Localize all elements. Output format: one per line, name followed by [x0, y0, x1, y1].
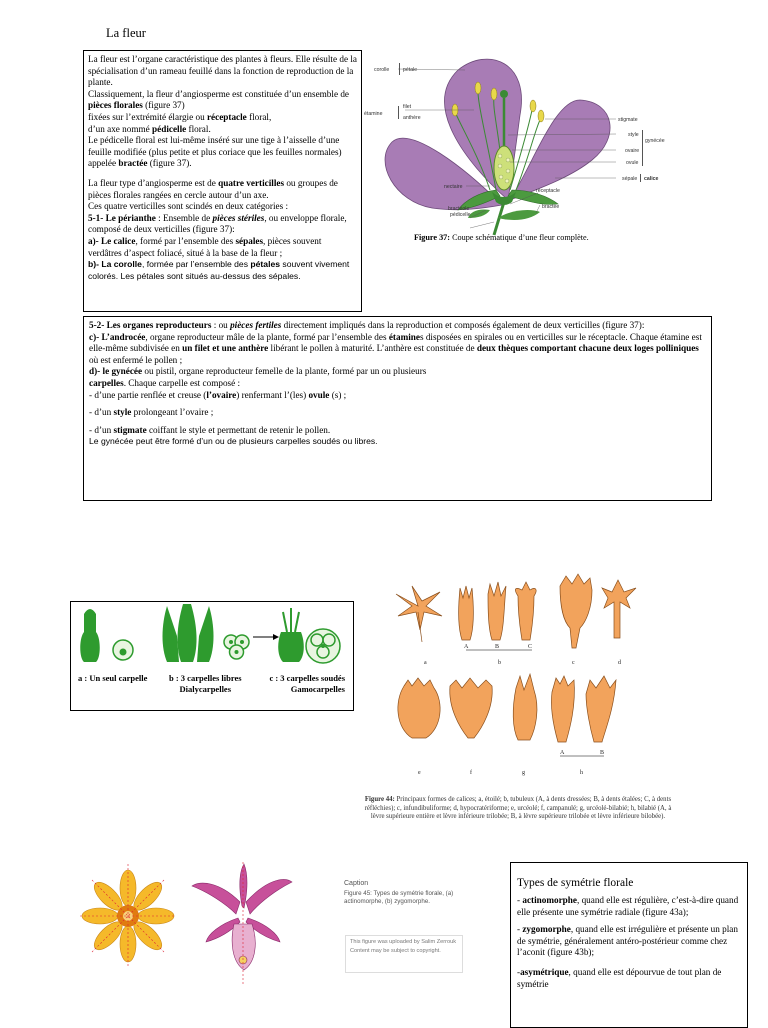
etamine-bracket — [398, 106, 399, 119]
calyx-label-g: g — [522, 770, 525, 776]
calyx-b-tubular-a — [459, 586, 474, 640]
calyx-label-d: d — [618, 660, 621, 666]
page-title: La fleur — [106, 26, 146, 40]
calyx-label-b-C: C — [528, 644, 533, 650]
repro-l2: c)- L’androcée, organe reproducteur mâle de la plante, formé par l’ensemble des étamines disposées en spirales ou en verticilles sur le réceptacle. Chaque étamine est elle-même subdivisée en un filet et une anthère libérant le pollen à maturité. L’anthère est constituée de deux thèques comportant chacune deux loges polliniques où est enfermé le pollen ; — [89, 331, 702, 365]
calyx-row-2 — [398, 674, 616, 742]
repro-text-box — [83, 316, 712, 501]
carpel-figure-box — [70, 601, 354, 711]
calyx-a-star — [396, 586, 442, 642]
calyx-forms-diagram — [390, 568, 690, 782]
intro-p5: Le pédicelle floral est lui-même inséré sur une tige à l’aisselle d’une feuille modifiée (plus petite et plus coriace que les feuilles normales) appelée bractée (figure 37). — [88, 135, 342, 169]
label-sepale: sépale — [622, 176, 638, 182]
stigma-shape — [500, 90, 508, 98]
label-corolle: corolle — [374, 67, 390, 73]
label-receptacle: réceptacle — [536, 188, 560, 194]
carpel-label-b: b : 3 carpelles libres Dialycarpelles — [169, 673, 242, 694]
intro-p2: Classiquement, la fleur d’angiosperme est constituée d’un ensemble de pièces florales (figure 37) — [88, 88, 350, 111]
label-style: style — [628, 132, 639, 138]
bracteole-shape — [468, 209, 490, 218]
single-carpel — [80, 609, 133, 662]
label-bracteole: bractéole — [448, 206, 470, 212]
intro-p1: La fleur est l’organe caractéristique des plantes à fleurs. Elle résulte de la spécialisation d’un rameau feuillé dans la fonction de reproduction de la plante. — [88, 54, 357, 88]
calyx-f-campanulate — [450, 678, 492, 738]
free-carpels — [163, 604, 214, 662]
calyx-h-bilabiate-a — [551, 676, 574, 742]
intro-p3: fixées sur l’extrémité élargie ou réceptacle floral, — [88, 111, 272, 122]
calyx-b-tubular-c — [515, 582, 536, 640]
figure45-caption: Figure 45: Types de symétrie florale, (a) actinomorphe, (b) zygomorphe. — [344, 890, 454, 905]
corolle-bracket — [399, 63, 400, 75]
zygomorphic-flower — [192, 864, 292, 970]
repro-l1: 5-2- Les organes reproducteurs : ou pièces fertiles directement impliqués dans la reproduction et composés également de deux verticilles (figure 37): — [89, 320, 645, 330]
intro-p4: d’un axe nommé pédicelle floral. — [88, 123, 211, 134]
label-filet: filet — [403, 104, 412, 110]
label-pedicelle: pédicelle — [450, 212, 471, 218]
label-gynecee: gynécée — [645, 138, 665, 144]
calyx-label-f: f — [470, 770, 472, 776]
intro-p9: a)- Le calice, formé par l’ensemble des sépales, pièces souvent verdâtres d’aspect foliacé, situé à la base de la fleur ; — [88, 235, 322, 258]
repro-l3: d)- le gynécée ou pistil, organe reproducteur femelle de la plante, formé par un ou plusieurs — [89, 366, 427, 377]
calyx-label-c: c — [572, 660, 575, 666]
symmetry-illustrations — [80, 862, 320, 986]
label-bractee: bractée — [542, 204, 560, 210]
calyx-e-urceolate — [398, 678, 440, 738]
calyx-label-b-A: A — [464, 644, 469, 650]
intro-p7: Ces quatre verticilles sont scindés en deux catégories : — [88, 201, 289, 212]
calyx-g-urceolate-bilabiate — [513, 674, 537, 740]
figure45-caption-block — [344, 880, 474, 906]
gynecee-bracket — [642, 130, 643, 166]
bract-shape — [498, 210, 540, 220]
actinomorphic-flower — [80, 864, 176, 968]
calyx-label-b-B: B — [495, 644, 500, 650]
ovary-shape — [494, 146, 514, 190]
calyx-label-h: h — [580, 770, 583, 776]
intro-p6: La fleur type d’angiosperme est de quatre verticilles ou groupes de pièces florales rangées en cercle autour d’un axe. — [88, 177, 338, 200]
free-carpels-section — [224, 635, 249, 659]
figure45-caption-head: Caption — [344, 880, 369, 887]
symmetry-zygomorphe: - zygomorphe, quand elle est irrégulière et présente un plan de symétrie, généralement antéro-postérieur comme chez l’aconit (figure 43b); — [517, 924, 738, 958]
calice-bracket — [640, 174, 641, 182]
arrow-shape — [253, 634, 279, 640]
repro-l7: - d’un stigmate coiffant le style et permettant de retenir le pollen. — [89, 424, 331, 435]
calyx-d-salver — [602, 580, 636, 638]
intro-p8: 5-1- Le périanthe : Ensemble de pièces stériles, ou enveloppe florale, composé de deux verticilles (figure 37): — [88, 212, 347, 235]
calyx-label-e: e — [418, 770, 421, 776]
carpel-label-a: a : Un seul carpelle — [78, 673, 148, 683]
repro-l8: Le gynécée peut être formé d’un ou de plusieurs carpelles soudés ou libres. — [89, 436, 378, 447]
label-stigmate: stigmate — [618, 117, 638, 123]
calyx-b-tubular-b — [488, 582, 506, 640]
fused-carpels-section — [306, 629, 340, 663]
carpel-label-c: c : 3 carpelles soudés Gamocarpelles — [269, 673, 345, 694]
intro-text-box — [83, 50, 362, 312]
label-etamine: étamine — [364, 111, 383, 117]
repro-l4: carpelles. Chaque carpelle est composé : — [89, 377, 241, 388]
label-ovaire: ovaire — [625, 148, 640, 154]
calyx-c-funnel — [560, 574, 592, 648]
label-petale: pétale — [403, 67, 418, 73]
calyx-label-h-A: A — [560, 750, 565, 756]
symmetry-title: Types de symétrie florale — [517, 877, 634, 889]
symmetry-actinomorphe: - actinomorphe, quand elle est régulière, c’est-à-dire quand elle présente une symétrie radiale (figure 43a); — [517, 895, 739, 917]
flower-section-diagram — [364, 50, 670, 250]
calyx-label-a: a — [424, 660, 427, 666]
fused-carpels — [278, 608, 304, 662]
repro-l5: - d’une partie renflée et creuse (l’ovaire) renfermant l’(les) ovule (s) ; — [89, 389, 347, 400]
calyx-label-b: b — [498, 660, 501, 666]
calyx-label-h-B: B — [600, 750, 605, 756]
figure37-caption: Figure 37: Coupe schématique d’une fleur complète. — [414, 233, 589, 242]
calyx-h-bilabiate-b — [586, 676, 616, 742]
repro-l6: - d’un style prolongeant l’ovaire ; — [89, 407, 214, 418]
intro-p10: b)- La corolle, formée par l’ensemble des pétales souvent vivement colorés. Les pétales sont situés au-dessus des sépales. — [88, 259, 350, 281]
symmetry-asymetrique: -asymétrique, quand elle est dépourvue de tout plan de symétrie — [517, 966, 722, 989]
label-nectaire: nectaire — [444, 184, 463, 190]
calyx-row-1 — [396, 574, 636, 648]
label-ovule: ovule — [626, 160, 639, 166]
label-anthere: anthère — [403, 115, 421, 121]
figure44-caption: Figure 44: Principaux formes de calices; a, étoilé; b, tubuleux (A, à dents dressées; B, à dents étalées; C, à dents réfléchies); c, infundibuliforme; d, hypocratériforme; e, urcéolé; f, campanulé; g, urcéolé-bilabié; h, bilabié (A, à lèvre supérieure entière et lèvre inférieure trilobée; B, à lèvre supérieure trilobée et lèvre inférieure bilobée). — [364, 796, 672, 821]
symmetry-types-box — [510, 862, 748, 1028]
label-calice: calice — [644, 176, 659, 182]
figure45-upload-note: This figure was uploaded by Salim Zerrouk Content may be subject to copyright. — [345, 935, 463, 973]
